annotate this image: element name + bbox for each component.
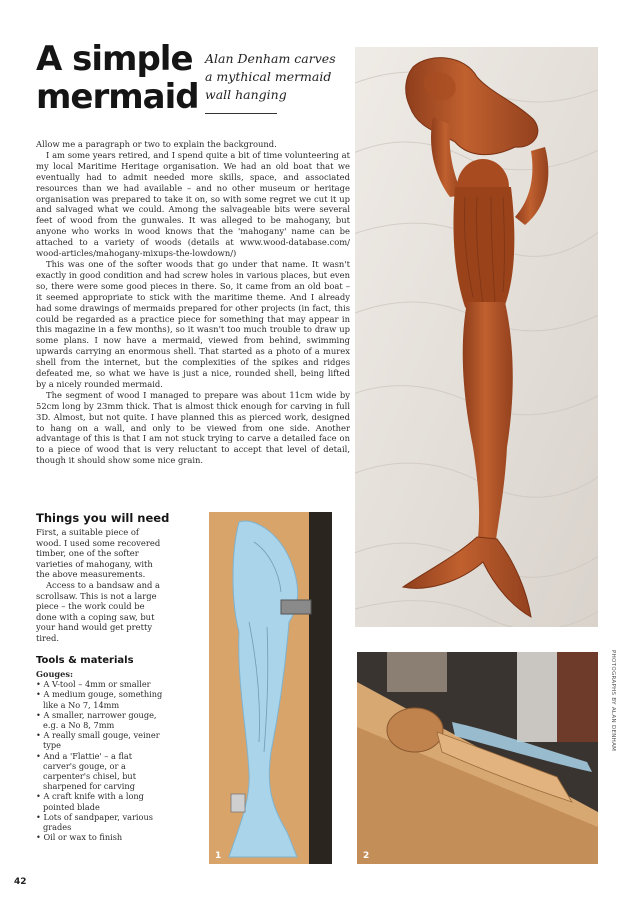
tool-item: • And a 'Flattie' – a flat carver's gouge, or a carpenter's chisel, but sharpened for carving: [36, 751, 166, 792]
byline: Alan Denham carves a mythical mermaid wall hanging: [205, 51, 336, 102]
photo-credit: PHOTOGRAPHS BY ALAN DENHAM: [610, 650, 616, 752]
needs-paragraph: Access to a bandsaw and a scrollsaw. This is not a large piece – the work could be done with a coping saw, but your hand would get pretty tired.: [36, 579, 161, 643]
mermaid-carving-photo: [355, 47, 598, 627]
needs-text: [36, 527, 164, 644]
byline-rule: [205, 113, 277, 114]
needs-heading: Things you will need: [36, 511, 170, 525]
title-line-2: mermaid: [36, 77, 199, 117]
tool-item: • A medium gouge, something like a No 7, 14mm: [36, 689, 166, 709]
tool-item: • Lots of sandpaper, various grades: [36, 812, 166, 832]
photo-1-number: 1: [215, 851, 222, 861]
tool-item: • A smaller, narrower gouge, e.g. a No 8, 7mm: [36, 710, 166, 730]
tool-item: • A craft knife with a long pointed blade: [36, 791, 166, 811]
tools-list: [36, 669, 166, 842]
title-line-1: A simple: [36, 39, 193, 79]
page-number: 42: [14, 877, 27, 887]
tools-heading: Tools & materials: [36, 655, 134, 666]
body-paragraph: The segment of wood I managed to prepare was about 11cm wide by 52cm long by 23mm thick. That is almost thick enough for carving in full 3D. Almost, but not quite. I have planned this as pierced work, designed to hang on a wall, and only to be viewed from one side. Another advantage of this is that I am not stuck trying to carve a detailed face on to a piece of wood that is very reluctant to accept that level of detail, though it should show some nice grain.: [36, 389, 350, 466]
body-paragraph: Allow me a paragraph or two to explain the background.: [36, 139, 277, 149]
photo-2-number: 2: [363, 851, 370, 861]
article-title: [36, 40, 201, 116]
body-paragraph: This was one of the softer woods that go under that name. It wasn't exactly in good condition and had screw holes in various places, but even so, there were some good pieces in there. So, it came from an old boat – it seemed appropriate to stick with the maritime theme. And I already had some drawings of mermaids prepared for other projects (in fact, this could be regarded as a practice piece for something that may appear in this magazine in a few months), so it wasn't too much trouble to draw up some plans. I now have a mermaid, viewed from behind, swimming upwards carrying an enormous shell. That started as a photo of a murex shell from the internet, but the complexities of the spikes and ridges defeated me, so what we have is just a nice, rounded shell, being lifted by a nicely rounded mermaid.: [36, 258, 350, 389]
tool-item: • A really small gouge, veiner type: [36, 730, 166, 750]
needs-paragraph: First, a suitable piece of wood. I used some recovered timber, one of the softer varieties of mahogany, with the above measurements.: [36, 527, 161, 580]
template-photo: [209, 512, 332, 864]
tool-item: • A V-tool – 4mm or smaller: [36, 679, 166, 689]
tool-item: • Oil or wax to finish: [36, 832, 166, 842]
body-paragraph: I am some years retired, and I spend quite a bit of time volunteering at my local Maritime Heritage organisation. We had an old boat that we eventually had to admit needed more skills, space, and associated resources than we had available – and no other museum or heritage organisation was prepared to take it on, so with some regret we cut it up and salvaged what we could. Among the salvageable bits were several feet of wood from the gunwales. It was alleged to be mahogany, but anyone who works in wood knows that the 'mahogany' name can be attached to a variety of woods (details at www.wood-database.com/ wood-articles/mahogany-mixups-the-lowdown/): [36, 149, 350, 259]
article-body: [36, 139, 350, 466]
gouges-subheading: Gouges:: [36, 669, 73, 679]
rough-cut-photo: [357, 652, 598, 864]
